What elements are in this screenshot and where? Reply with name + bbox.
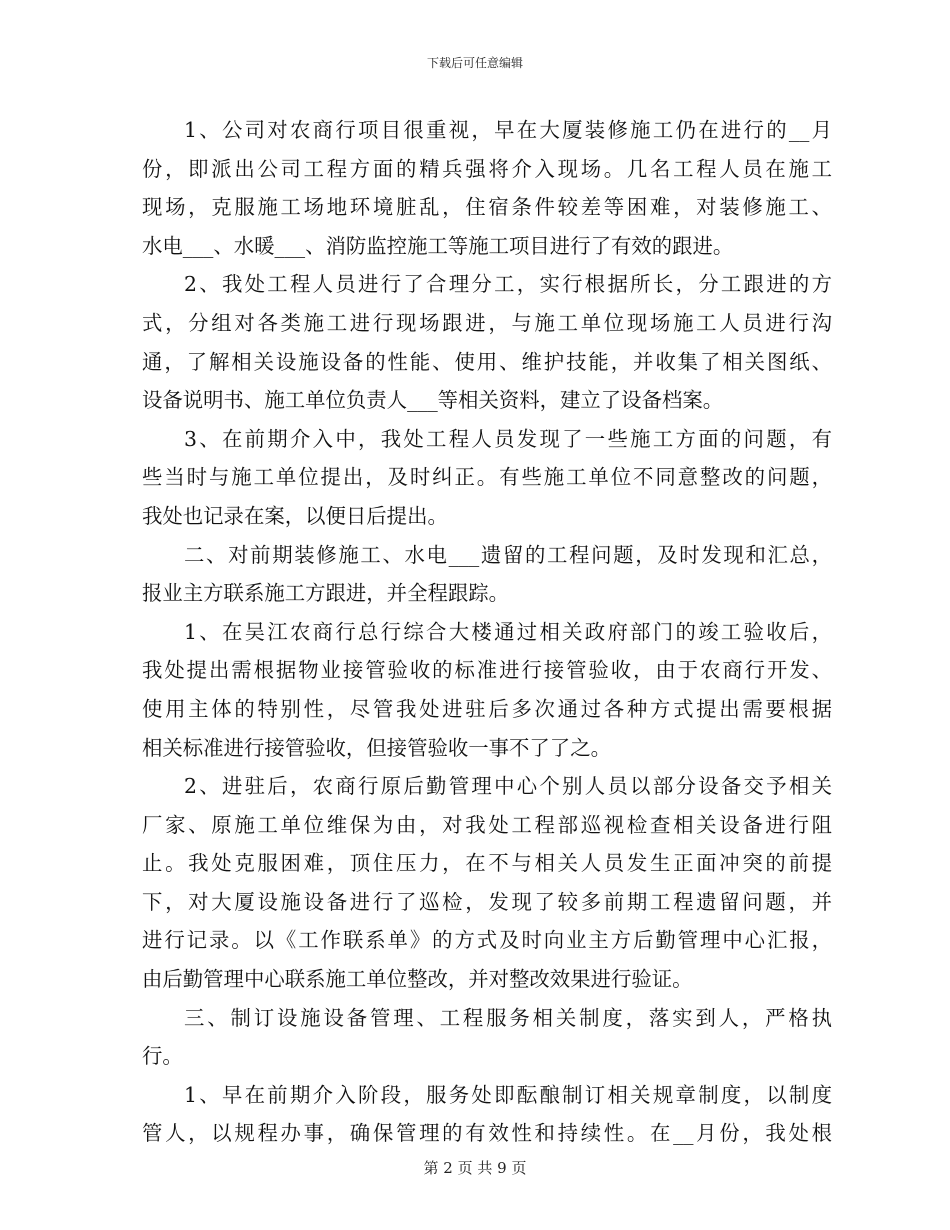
- paragraph-line: 我处也记录在案，以便日后提出。: [142, 503, 448, 528]
- paragraph-line: 水电___、水暖___、消防监控施工等施工项目进行了有效的跟进。: [142, 233, 734, 258]
- paragraph-line: 下，对大厦设施设备进行了巡检，发现了较多前期工程遗留问题，并: [142, 889, 832, 914]
- paragraph-line: 报业主方联系施工方跟进，并全程跟踪。: [142, 581, 510, 606]
- paragraph-line: 设备说明书、施工单位负责人___等相关资料，建立了设备档案。: [142, 388, 724, 413]
- paragraph-line: 相关标准进行接管验收，但接管验收一事不了了之。: [142, 735, 611, 760]
- paragraph-first-line: 三、制订设施设备管理、工程服务相关制度，落实到人，严格执: [184, 1005, 832, 1030]
- paragraph-line: 我处提出需根据物业接管验收的标准进行接管验收，由于农商行开发、: [142, 658, 832, 683]
- paragraph-line: 些当时与施工单位提出，及时纠正。有些施工单位不同意整改的问题，: [142, 465, 832, 490]
- paragraph-first-line: 1、在吴江农商行总行综合大楼通过相关政府部门的竣工验收后，: [184, 619, 832, 644]
- document-body: [142, 111, 832, 1153]
- paragraph-first-line: 1、公司对农商行项目很重视，早在大厦装修施工仍在进行的__月: [184, 118, 832, 142]
- paragraph-line: 止。我处克服困难，顶住压力，在不与相关人员发生正面冲突的前提: [142, 851, 832, 876]
- paragraph-line: 行。: [142, 1044, 183, 1069]
- paragraph-line: 厂家、原施工单位维保为由，对我处工程部巡视检查相关设备进行阻: [142, 812, 832, 837]
- paragraph-first-line: 二、对前期装修施工、水电___遗留的工程问题，及时发现和汇总，: [184, 542, 832, 567]
- paragraph-line: 式，分组对各类施工进行现场跟进，与施工单位现场施工人员进行沟: [142, 310, 832, 335]
- paragraph-line: 由后勤管理中心联系施工单位整改，并对整改效果进行验证。: [142, 967, 693, 992]
- page-header: 下载后可任意编辑: [426, 56, 523, 70]
- paragraph-line: 通，了解相关设施设备的性能、使用、维护技能，并收集了相关图纸、: [142, 349, 832, 374]
- paragraph-line: 管人，以规程办事，确保管理的有效性和持续性。在__月份，我处根: [142, 1121, 832, 1146]
- paragraph-first-line: 1、早在前期介入阶段，服务处即酝酿制订相关规章制度，以制度: [184, 1082, 832, 1107]
- paragraph-first-line: 2、进驻后，农商行原后勤管理中心个别人员以部分设备交予相关: [184, 774, 832, 799]
- paragraph-line: 使用主体的特别性，尽管我处进驻后多次通过各种方式提出需要根据: [142, 696, 832, 721]
- paragraph-line: 进行记录。以《工作联系单》的方式及时向业主方后勤管理中心汇报，: [142, 928, 832, 953]
- paragraph-first-line: 2、我处工程人员进行了合理分工，实行根据所长，分工跟进的方: [184, 272, 832, 297]
- paragraph-line: 份，即派出公司工程方面的精兵强将介入现场。几名工程人员在施工: [142, 156, 832, 181]
- paragraph-line: 现场，克服施工场地环境脏乱，住宿条件较差等困难，对装修施工、: [142, 195, 832, 220]
- page-number: 第 2 页 共 9 页: [423, 1159, 527, 1177]
- paragraph-first-line: 3、在前期介入中，我处工程人员发现了一些施工方面的问题，有: [184, 426, 832, 451]
